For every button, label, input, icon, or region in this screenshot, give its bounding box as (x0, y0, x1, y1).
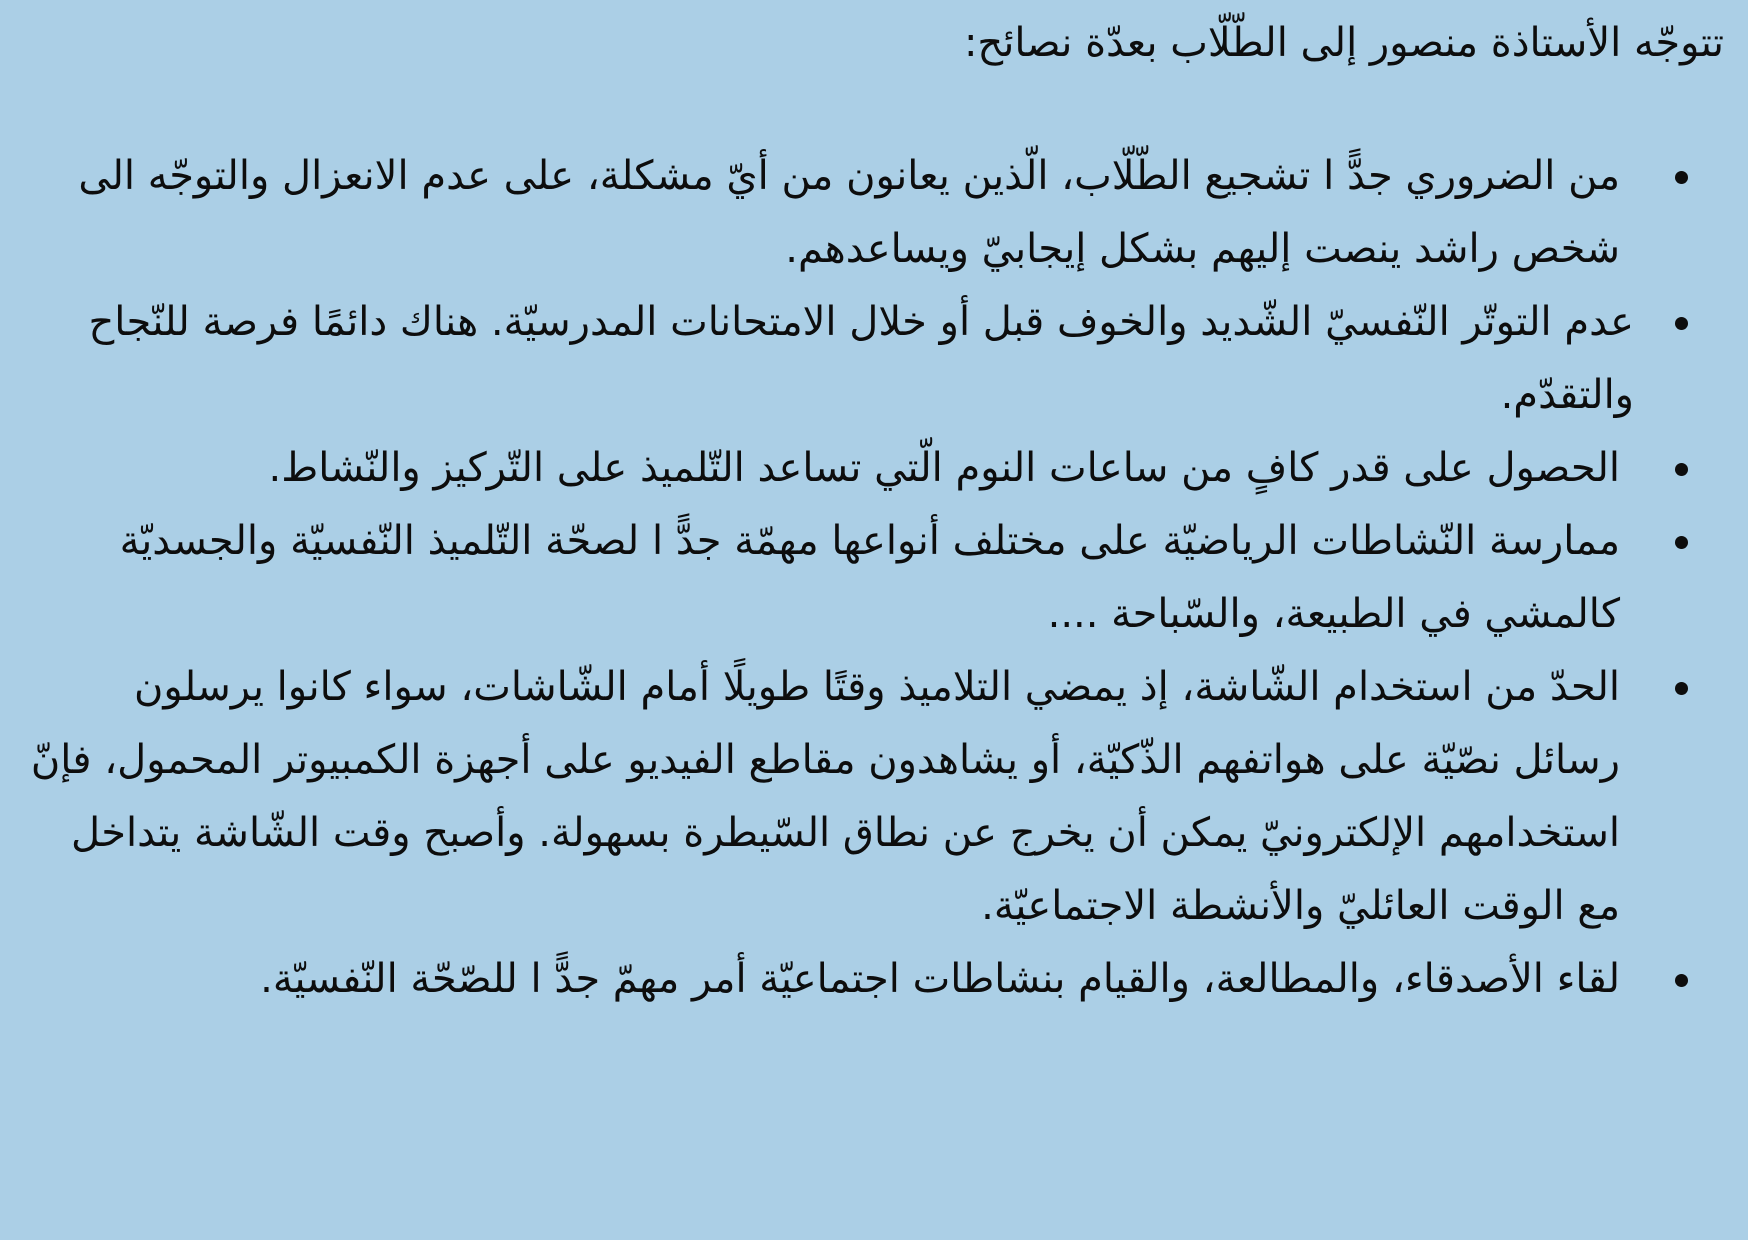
list-item (30, 943, 1724, 1016)
list-item-text: الحدّ من استخدام الشّاشة، إذ يمضي التلاميذ وقتًا طويلًا أمام الشّاشات، سواء كانوا يرسلون رسائل نصّيّة على هواتفهم الذّكيّة، أو يشاهدون مقاطع الفيديو على أجهزة الكمبيوتر المحمول، فإنّ استخدامهم الإلكترونيّ يمكن أن يخرج عن نطاق السّيطرة بسهولة. وأصبح وقت الشّاشة يتداخل مع الوقت العائليّ والأنشطة الاجتماعيّة. (30, 664, 1620, 929)
bullet-icon (1675, 317, 1688, 330)
list-item (30, 432, 1724, 505)
intro-paragraph: تتوجّه الأستاذة منصور إلى الطّلّاب بعدّة نصائح: (963, 20, 1724, 66)
bullet-icon (1675, 536, 1688, 549)
bullet-icon (1675, 682, 1688, 695)
list-item-text: الحصول على قدر كافٍ من ساعات النوم الّتي تساعد التّلميذ على التّركيز والنّشاط. (268, 445, 1620, 491)
list-item-text: ممارسة النّشاطات الرياضيّة على مختلف أنواعها مهمّة جدًّ ا لصحّة التّلميذ النّفسيّة والجسديّة كالمشي في الطبيعة، والسّباحة .... (119, 518, 1620, 637)
list-item (30, 505, 1724, 651)
bullet-icon (1675, 463, 1688, 476)
list-item (30, 651, 1724, 943)
list-item (30, 140, 1724, 286)
list-item-text: عدم التوتّر النّفسيّ الشّديد والخوف قبل أو خلال الامتحانات المدرسيّة. هناك دائمًا فرصة للنّجاح والتقدّم. (88, 299, 1634, 418)
list-item-text: لقاء الأصدقاء، والمطالعة، والقيام بنشاطات اجتماعيّة أمر مهمّ جدًّ ا للصّحّة النّفسيّة. (260, 956, 1620, 1002)
bullet-icon (1675, 171, 1688, 184)
list-item-text: من الضروري جدًّ ا تشجيع الطّلّاب، الّذين يعانون من أيّ مشكلة، على عدم الانعزال والتوجّه الى شخص راشد ينصت إليهم بشكل إيجابيّ ويساعدهم. (78, 153, 1620, 272)
tips-list (30, 140, 1724, 1016)
bullet-icon (1675, 974, 1688, 987)
list-item (30, 286, 1724, 432)
